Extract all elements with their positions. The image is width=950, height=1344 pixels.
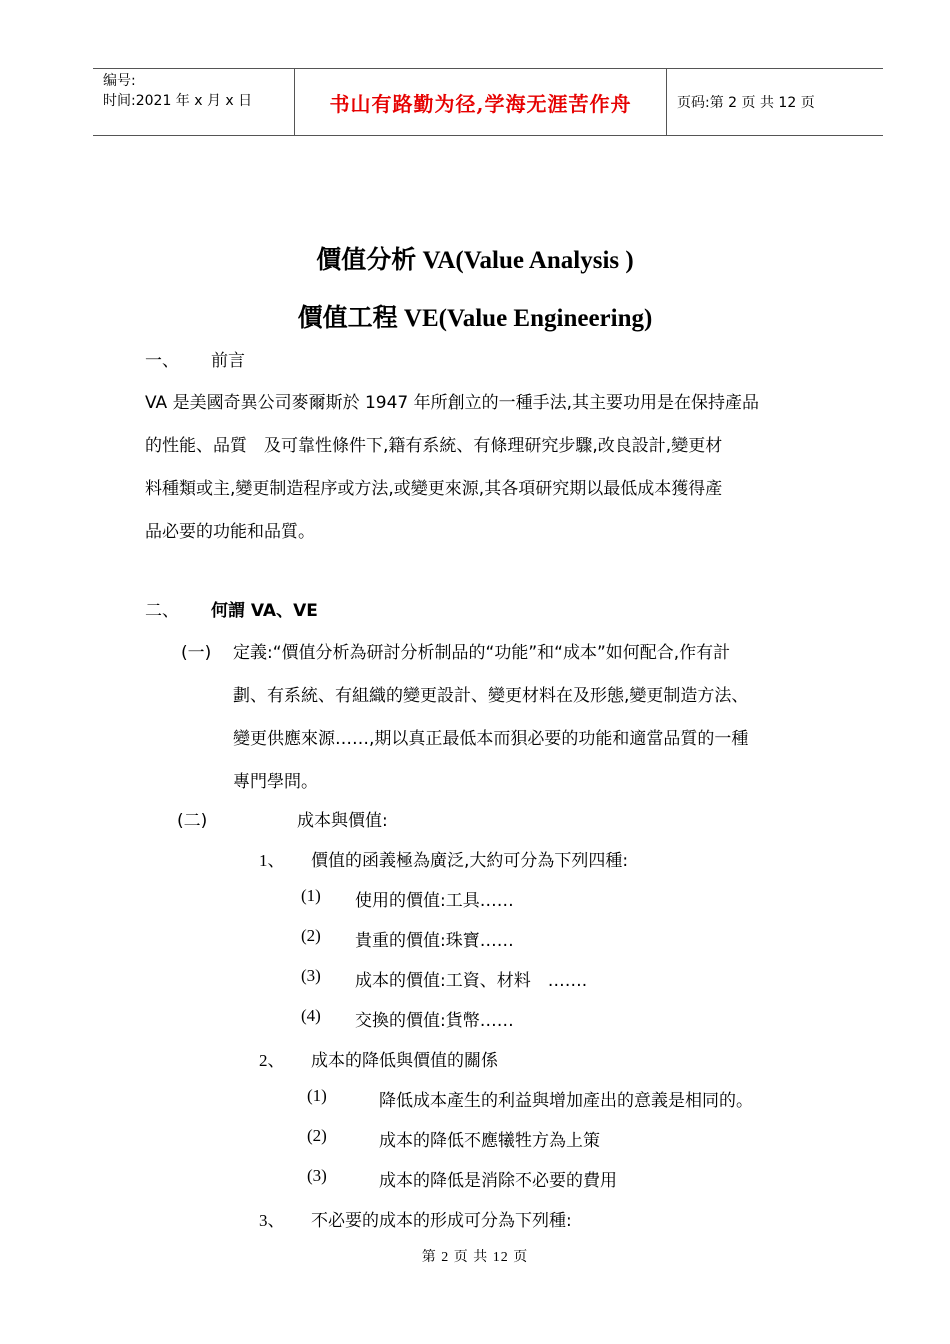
section1-heading: 前言 [211,351,245,371]
paragraph-line: 劃、有系統、有組織的變更設計、變更材料在及形態,變更制造方法、 [233,686,749,706]
list-item-number: (3) [307,1166,327,1185]
list-item-number: (1) [301,886,321,905]
header-page-info: 页码:第 2 页 共 12 页 [677,95,815,111]
item2-label: (二) [177,811,208,831]
sub2-number: 2、 [259,1051,285,1070]
list-item-number: (3) [301,966,321,985]
serial-label: 编号: [103,73,136,89]
header-meta [93,69,294,135]
item1-label: (一) [181,643,212,663]
list-item: 成本的降低是消除不必要的費用 [379,1171,617,1191]
page-footer: 第 2 页 共 12 页 [421,1250,529,1265]
list-item: 降低成本產生的利益與增加產出的意義是相同的。 [379,1091,753,1111]
list-item: 成本的價值:工資、材料 ……. [355,971,588,991]
list-item: 貴重的價值:珠寶…… [355,931,514,951]
sub3-number: 3、 [259,1211,285,1230]
list-item-number: (2) [301,926,321,945]
paragraph-line: VA 是美國奇異公司麥爾斯於 1947 年所創立的一種手法,其主要功用是在保持產品 [145,393,760,413]
sub3-text: 不必要的成本的形成可分為下列種: [311,1211,572,1231]
list-item-number: (1) [307,1086,327,1105]
document-title-ve: 價值工程 VE(Value Engineering) [297,305,653,332]
item2-text: 成本與價值: [297,811,388,831]
section2-heading: 何謂 VA、VE [211,601,318,621]
section1-number: 一、 [145,351,179,371]
paragraph-line: 定義:“價值分析為研討分析制品的“功能”和“成本”如何配合,作有計 [233,643,731,663]
sub1-number: 1、 [259,851,285,870]
paragraph-line: 品必要的功能和品質。 [145,522,315,542]
section2-number: 二、 [145,601,179,621]
list-item: 使用的價值:工具…… [355,891,514,911]
list-item: 成本的降低不應犧牲方為上策 [379,1131,600,1151]
paragraph-line: 專門學問。 [233,772,318,792]
page-header [93,68,883,136]
list-item: 交換的價值:貨幣…… [355,1011,514,1031]
paragraph-line: 料種類或主,變更制造程序或方法,或變更來源,其各項研究期以最低成本獲得產 [145,479,723,499]
paragraph-line: 的性能、品質 及可靠性條件下,籍有系統、有條理研究步驟,改良設計,變更材 [145,436,723,456]
paragraph-line: 變更供應來源……,期以真正最低本而狽必要的功能和適當品質的一種 [233,729,749,749]
document-title-va: 價值分析 VA(Value Analysis ) [316,247,634,274]
time-label: 时间:2021 年 x 月 x 日 [103,93,253,109]
sub1-text: 價值的函義極為廣泛,大約可分為下列四種: [311,851,629,871]
list-item-number: (4) [301,1006,321,1025]
header-motto: 书山有路勤为径,学海无涯苦作舟 [294,69,667,135]
list-item-number: (2) [307,1126,327,1145]
sub2-text: 成本的降低與價值的關係 [311,1051,498,1071]
